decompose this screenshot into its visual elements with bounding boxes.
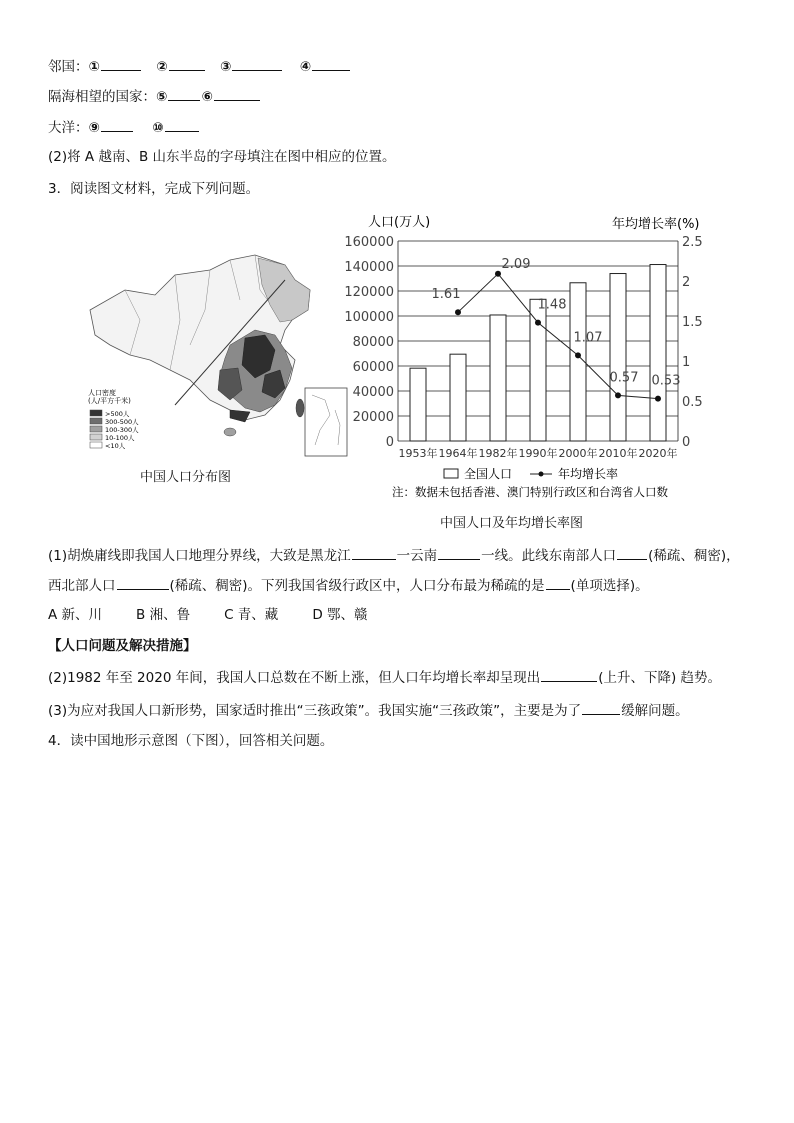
section-heading: 【人口问题及解决措施】 (48, 638, 197, 654)
chart-caption: 中国人口及年均增长率图 (440, 516, 584, 531)
y-tick-label: 120000 (344, 285, 394, 300)
y2-tick-label: 0.5 (682, 395, 703, 410)
hainan-island (224, 428, 236, 436)
y-tick-label: 40000 (352, 385, 394, 400)
ocean-line: 大洋：⑨ ⑩ (48, 117, 200, 138)
y-axis-title: 人口(万人) (368, 215, 431, 230)
y-tick-label: 60000 (352, 360, 394, 375)
answer-blank[interactable] (232, 56, 282, 71)
x-tick-label: 1964年 (438, 447, 478, 460)
answer-blank[interactable] (168, 86, 200, 101)
legend-swatch (90, 418, 102, 424)
option-d[interactable]: D 鄂、赣 (312, 607, 368, 623)
x-tick-label: 1990年 (518, 447, 558, 460)
option-c[interactable]: C 青、藏 (224, 607, 279, 623)
growth-rate-label: 1.61 (431, 287, 461, 303)
pearl-delta (230, 410, 250, 422)
population-bar (450, 354, 466, 441)
y2-axis-title: 年均增长率(%) (612, 217, 700, 232)
answer-blank[interactable] (101, 117, 133, 132)
option-b[interactable]: B 湘、鲁 (136, 607, 191, 623)
answer-blank[interactable] (312, 56, 350, 71)
q3-title: 3．阅读图文材料，完成下列问题。 (48, 181, 260, 197)
legend-swatch (90, 434, 102, 440)
legend-subtitle: (人/平方千米) (88, 397, 131, 405)
growth-rate-label: 0.53 (651, 373, 681, 389)
y-tick-label: 100000 (344, 310, 394, 325)
legend-line-label: 年均增长率 (558, 467, 619, 481)
legend-label: 300-500人 (105, 418, 139, 426)
population-chart (340, 208, 720, 508)
growth-rate-label: 2.09 (501, 256, 531, 272)
neighbors-line: 邻国：① ② ③ ④ (48, 56, 351, 77)
y2-tick-label: 2 (682, 275, 691, 290)
legend-swatch (90, 442, 102, 448)
population-bar (610, 274, 626, 441)
sea-neighbors-line: 隔海相望的国家：⑤ ⑥ (48, 86, 261, 107)
answer-blank[interactable] (352, 545, 396, 560)
growth-rate-point (455, 309, 461, 315)
population-bar (490, 315, 506, 441)
growth-rate-point (495, 271, 501, 277)
x-tick-label: 1982年 (478, 447, 518, 460)
y-tick-label: 140000 (344, 260, 394, 275)
answer-blank[interactable] (541, 667, 597, 682)
growth-rate-point (655, 396, 661, 402)
y2-tick-label: 0 (682, 435, 691, 450)
growth-rate-label: 1.07 (573, 330, 603, 346)
legend-label: 10-100人 (105, 434, 135, 442)
growth-rate-point (615, 392, 621, 398)
legend-bar-label: 全国人口 (464, 467, 513, 481)
x-tick-label: 2000年 (558, 447, 598, 460)
q2-sub2: (2)将 A 越南、B 山东半岛的字母填注在图中相应的位置。 (48, 149, 396, 165)
legend-label: <10人 (105, 442, 126, 450)
answer-blank[interactable] (117, 575, 169, 590)
legend-swatch (90, 426, 102, 432)
china-population-map (80, 250, 350, 465)
answer-blank[interactable] (214, 86, 260, 101)
option-a[interactable]: A 新、川 (48, 607, 103, 623)
legend-title: 人口密度 (88, 389, 116, 397)
y2-tick-label: 2.5 (682, 235, 703, 250)
population-bar (570, 283, 586, 441)
population-bar (410, 368, 426, 441)
y-tick-label: 160000 (344, 235, 394, 250)
q3-sub2: (2)1982 年至 2020 年间，我国人口总数在不断上涨，但人口年均增长率却呈现出 (上升、下降) 趋势。 (48, 667, 721, 688)
map-caption: 中国人口分布图 (140, 470, 232, 485)
answer-blank[interactable] (101, 56, 141, 71)
q3-sub3: (3)为应对我国人口新形势，国家适时推出“三孩政策”。我国实施“三孩政策”，主要是为了 缓解问题。 (48, 700, 689, 721)
x-tick-label: 2010年 (598, 447, 638, 460)
answer-blank[interactable] (438, 545, 480, 560)
growth-rate-label: 1.48 (537, 297, 567, 313)
legend-label: 100-300人 (105, 426, 139, 434)
y2-tick-label: 1 (682, 355, 691, 370)
legend-label: >500人 (105, 410, 130, 418)
y-tick-label: 80000 (352, 335, 394, 350)
growth-rate-point (575, 352, 581, 358)
y-tick-label: 0 (385, 435, 394, 450)
growth-rate-point (535, 320, 541, 326)
answer-blank[interactable] (582, 700, 620, 715)
x-tick-label: 1953年 (398, 447, 438, 460)
answer-blank[interactable] (169, 56, 205, 71)
legend-swatch (90, 410, 102, 416)
chart-note: 注：数据未包括香港、澳门特别行政区和台湾省人口数 (392, 485, 668, 499)
q4-title: 4．读中国地形示意图（下图），回答相关问题。 (48, 733, 334, 749)
y2-tick-label: 1.5 (682, 315, 703, 330)
q3-sub1-line1: (1)胡焕庸线即我国人口地理分界线，大致是黑龙江 一云南 一线。此线东南部人口 (稀疏、稠密)， (48, 545, 740, 566)
legend-bar-swatch (444, 469, 458, 478)
growth-rate-label: 0.57 (609, 370, 639, 386)
population-bar (650, 265, 666, 441)
x-tick-label: 2020年 (638, 447, 678, 460)
answer-blank[interactable] (165, 117, 199, 132)
answer-blank[interactable] (546, 575, 570, 590)
taiwan-island (296, 399, 304, 417)
y-tick-label: 20000 (352, 410, 394, 425)
map-legend (90, 409, 139, 450)
q3-sub1-line2: 西北部人口 (稀疏、稠密)。下列我国省级行政区中，人口分布最为稀疏的是 (单项选择)。 (48, 575, 649, 596)
q3-options (48, 605, 402, 625)
answer-blank[interactable] (617, 545, 647, 560)
